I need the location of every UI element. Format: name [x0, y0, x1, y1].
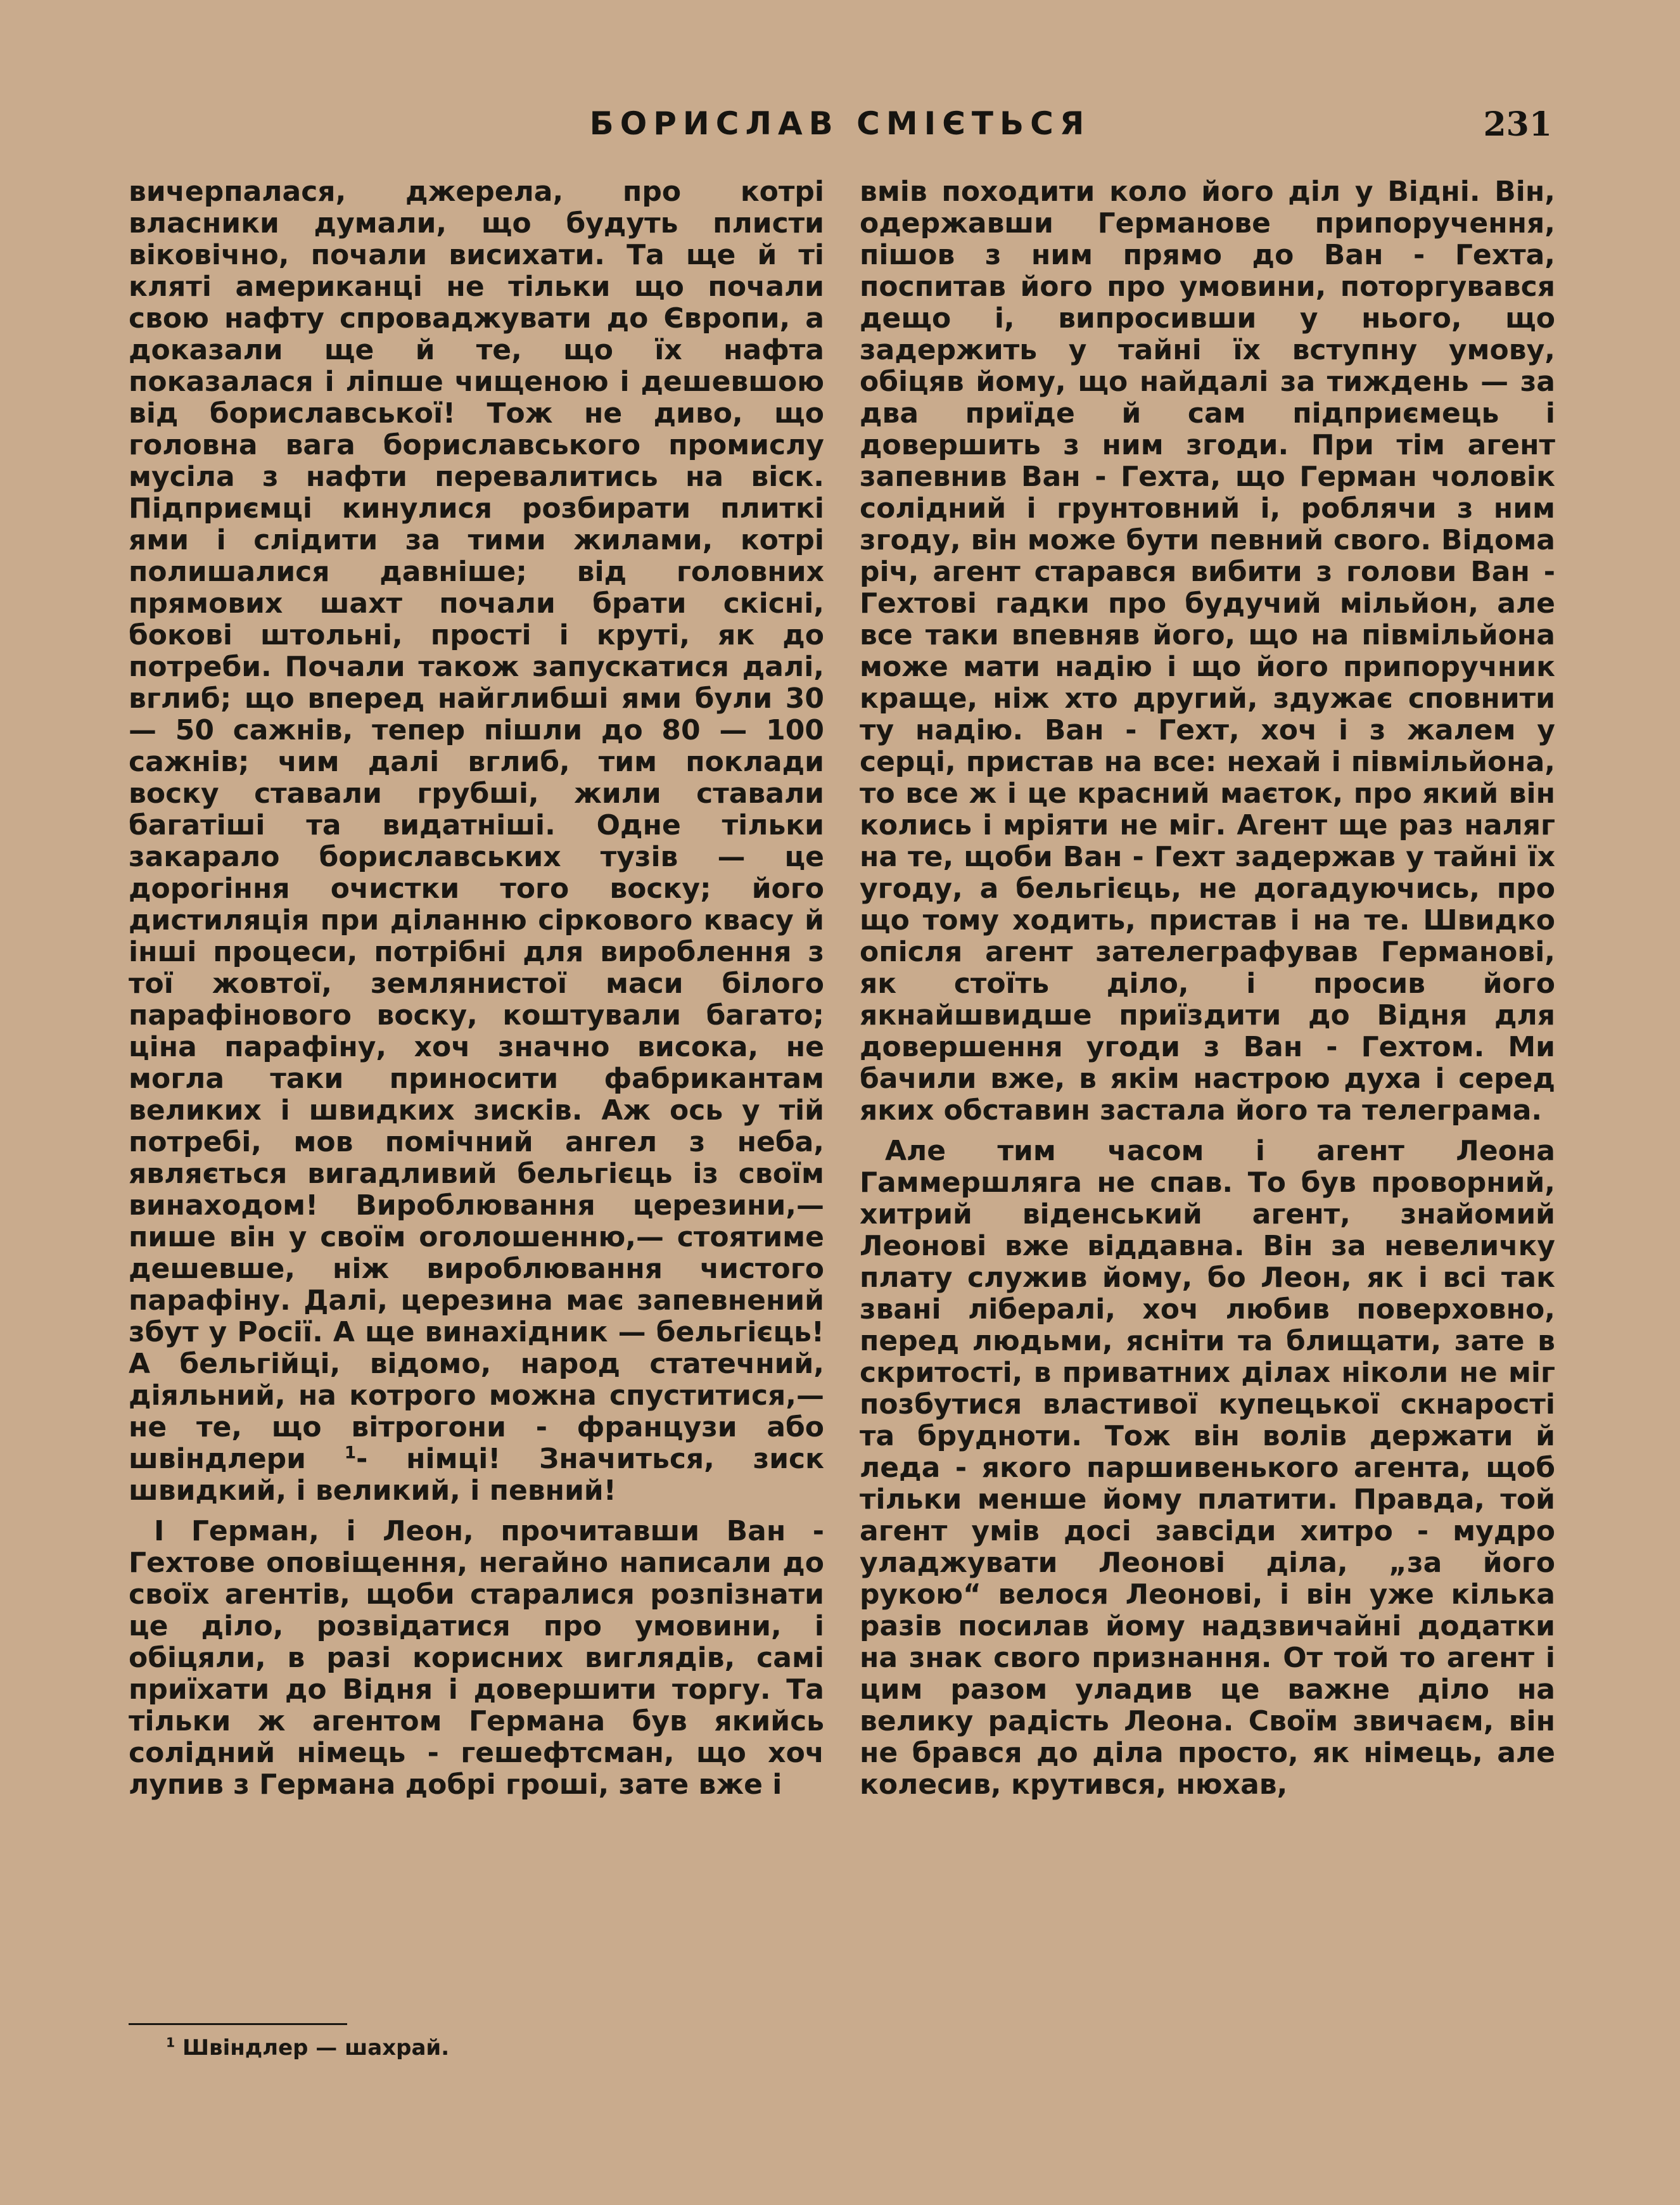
- page-number: 231: [1483, 105, 1552, 144]
- footnote-marker: 1: [166, 2035, 175, 2050]
- footnote: [166, 2035, 449, 2061]
- footnote-text: Швіндлер — шахрай.: [182, 2035, 450, 2061]
- left-paragraph-1-text-b: - німці! Значиться, зиск швидкий, і великий, і певний!: [129, 1443, 824, 1507]
- left-column: [129, 176, 824, 1801]
- footnote-divider: [129, 2023, 347, 2025]
- footnote-reference: 1: [344, 1443, 357, 1463]
- running-title: БОРИСЛАВ СМІЄТЬСЯ: [589, 105, 1091, 142]
- left-paragraph-1-text-a: вичерпалася, джерела, про котрі власники думали, що будуть плисти віковічно, почали висихати. Та ще й ті кляті американці не тільки що почали свою нафту спроваджувати до Європи, а доказали ще й те, що їх нафта показалася і ліпше чищеною і дешевшою від бориславської! Тож не диво, що головна вага бориславського промислу мусіла з нафти перевалитись на віск. Підприємці кинулися розбирати плиткі ями і слідити за тими жилами, котрі полишалися давніше; від головних прямових шахт почали брати скісні, бокові штольні, прості і круті, як до потреби. Почали також запускатися далі, вглиб; що вперед найглибші ями були 30 — 50 сажнів, тепер пішли до 80 — 100 сажнів; чим далі вглиб, тим поклади воску ставали грубші, жили ставали багатіші та видатніші. Одне тільки закарало бориславських тузів — це дорогіння очистки того воску; його дистиляція при діланню сіркового квасу й інші процеси, потрібні для вироблення з тої жовтої, землянистої маси білого парафінового воску, коштували багато; ціна парафіну, хоч значно висока, не могла таки приносити фабрикантам великих і швидких зисків. Аж ось у тій потребі, мов помічний ангел з неба, являється вигадливий бельгієць із своїм винаходом! Вироблювання церезини,— пише він у своїм оголошенню,— стоятиме дешевше, ніж вироблювання чистого парафіну. Далі, церезина має запевнений збут у Росії. А ще винахідник — бельгієць! А бельгійці, відомо, народ статечний, діяльний, на котрого можна спуститися,— не те, що вітрогони - французи або швіндлери: [129, 176, 824, 1475]
- right-paragraph-1: вмів походити коло його діл у Відні. Він, одержавши Германове припоручення, пішов з ним прямо до Ван - Гехта, поспитав його про умовини, поторгувався дещо і, випросивши у нього, що задержить у тайні їх вступну умову, обіцяв йому, що найдалі за тиждень — за два приїде й сам підприємець і довершить з ним згоди. При тім агент запевнив Ван - Гехта, що Герман чоловік солідний і грунтовний і, роблячи з ним згоду, він може бути певний свого. Відома річ, агент старався вибити з голови Ван - Гехтові гадки про будучий мільйон, але все таки впевняв його, що на півмільйона може мати надію і що його припоручник краще, ніж хто другий, здужає сповнити ту надію. Ван - Гехт, хоч і з жалем у серці, пристав на все: нехай і півмільйона, то все ж і це красний маєток, про який він колись і мріяти не міг. Агент ще раз наляг на те, щоби Ван - Гехт задержав у тайні їх угоду, а бельгієць, не догадуючись, про що тому ходить, пристав і на те. Швидко опісля агент зателеграфував Германові, як стоїть діло, і просив його якнайшвидше приїздити до Відня для довершення угоди з Ван - Гехтом. Ми бачили вже, в якім настрою духа і серед яких обставин застала його та телеграма.: [860, 176, 1555, 1127]
- left-paragraph-2: І Герман, і Леон, прочитавши Ван - Гехтове оповіщення, негайно написали до своїх агентів, щоби старалися розпізнати це діло, розвідатися про умовини, і обіцяли, в разі корисних виглядів, самі приїхати до Відня і довершити торгу. Та тільки ж агентом Германа був якийсь солідний німець - гешефтсман, що хоч лупив з Германа добрі гроші, зате вже і: [129, 1515, 824, 1801]
- right-column: [860, 176, 1555, 1801]
- right-paragraph-2: Але тим часом і агент Леона Гаммершляга не спав. То був проворний, хитрий віденський агент, знайомий Леонові вже віддавна. Він за невеличку плату служив йому, бо Леон, як і всі так звані лібералі, хоч любив поверховно, перед людьми, ясніти та блищати, зате в скритості, в приватних ділах ніколи не міг позбутися властивої купецької скнарості та брудноти. Тож він волів держати й леда - якого паршивенького агента, щоб тільки менше йому платити. Правда, той агент умів досі завсіди хитро - мудро уладжувати Леонові діла, „за його рукою“ велося Леонові, і він уже кілька разів посилав йому надзвичайні додатки на знак свого признання. От той то агент і цим разом уладив це важне діло на велику радість Леона. Своїм звичаєм, він не брався до діла просто, як німець, але колесив, крутився, нюхав,: [860, 1135, 1555, 1801]
- left-paragraph-1: [129, 176, 824, 1507]
